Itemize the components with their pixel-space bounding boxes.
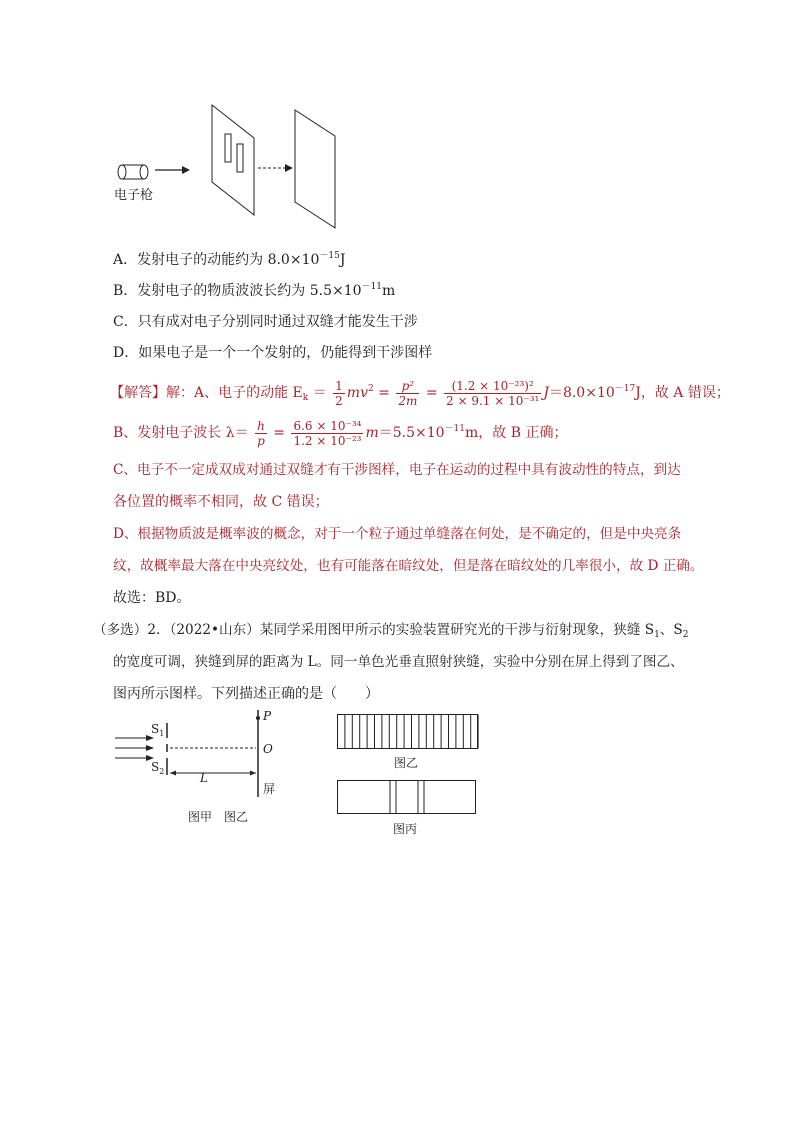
option-c: C．只有成对电子分别同时通过双缝才能发生干涉 — [113, 314, 418, 330]
label-p: P — [263, 709, 272, 723]
incident-light-arrows — [115, 735, 154, 761]
figure-bing-diffraction-pattern — [337, 780, 477, 816]
screen-plate — [295, 110, 335, 228]
figure-jia-caption: 图甲 图乙 — [188, 810, 249, 824]
question2-line2: 的宽度可调，狭缝到屏的距离为 L。同一单色光垂直照射狭缝，实验中分别在屏上得到了图乙、 — [113, 654, 684, 670]
label-o: O — [263, 742, 273, 756]
figure-yi-caption: 图乙 — [394, 756, 419, 770]
answer-a-line: 【解答】解：A、电子的动能 $E_k$ ＝ $\frac{1}{2}$ $mv^2$ = $\frac{\text{p²}}{2m}$ = $\frac{\text{(1.2 × 10⁻²³)²}}{\text{2 × 9.1 × 10⁻³¹}}$ $J=8.0\times 10^{-17}J$，故 A 错误； — [110, 378, 730, 408]
answer-choice: 故选：BD。 — [113, 590, 191, 606]
label-s1: $S_1$ — [151, 722, 165, 738]
figure-jia-apparatus — [110, 705, 285, 805]
electron-double-slit-figure — [110, 100, 350, 235]
option-a: A．发射电子的动能约为 $8.0\times 10^{-15}J$ — [113, 251, 346, 268]
answer-b-line: B、发射电子波长 λ＝ $\frac{h}{p}$ = $\frac{\text{6.6 × 10⁻³⁴}}{\text{1.2 × 10⁻²³}}$ $m=5.5\times 10^{-11}m$，故 B 正确； — [113, 418, 568, 448]
option-d: D．如果电子是一个一个发射的，仍能得到干涉图样 — [113, 345, 433, 361]
answer-tag: 【解答】 — [110, 385, 166, 401]
label-screen: 屏 — [263, 782, 276, 796]
electron-gun-label: 电子枪 — [114, 188, 154, 203]
label-l: L — [200, 771, 208, 785]
figure-bing-caption: 图丙 — [393, 822, 418, 836]
question2-line3: 图丙所示图样。下列描述正确的是（ ） — [113, 686, 379, 702]
answer-c-line1: C、电子不一定成双成对通过双缝才有干涉图样，电子在运动的过程中具有波动性的特点，到达 — [113, 462, 681, 478]
answer-d-line2: 纹，故概率最大落在中央亮纹处，也有可能落在暗纹处，但是落在暗纹处的几率很小，故 D 正确。 — [113, 558, 704, 574]
question2-line1: （多选）2．（2022•山东）某同学采用图甲所示的实验装置研究光的干涉与衍射现象，狭缝 $S_1$、$S_2$ — [93, 622, 689, 640]
answer-c-line2: 各位置的概率不相同，故 C 错误； — [113, 494, 329, 510]
label-s2: $S_2$ — [151, 760, 165, 776]
double-slit-plate — [212, 105, 254, 215]
figure-yi-interference-pattern — [337, 714, 479, 750]
option-b: B．发射电子的物质波波长约为 $5.5\times 10^{-11}m$ — [113, 282, 396, 299]
point-p — [256, 716, 260, 720]
answer-d-line1: D、根据物质波是概率波的概念，对于一个粒子通过单缝落在何处，是不确定的，但是中央亮条 — [113, 526, 682, 542]
electron-gun-icon — [118, 165, 148, 179]
